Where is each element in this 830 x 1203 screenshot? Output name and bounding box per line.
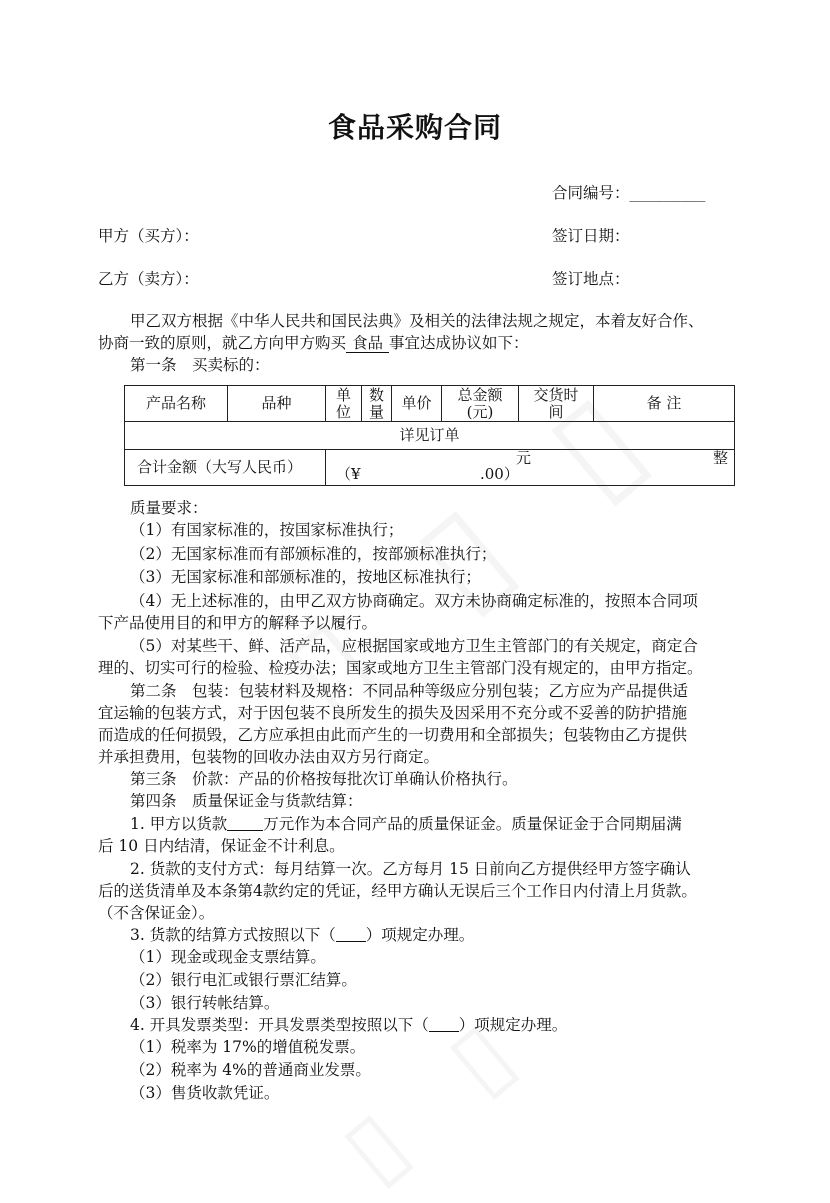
article-4-item-4-start: 4. 开具发票类型：开具发票类型按照以下（ bbox=[130, 1016, 429, 1034]
article-4-item-2-line-3: （不含保证金）。 bbox=[98, 904, 215, 922]
quality-item-3: （3）无国家标准和部颁标准的，按地区标准执行； bbox=[130, 568, 481, 586]
header-quantity: 数 量 bbox=[362, 386, 392, 422]
invoice-option-1: （1）税率为 17%的增值税发票。 bbox=[130, 1038, 366, 1056]
party-b-label: 乙方（卖方）： bbox=[98, 270, 199, 288]
invoice-option-2: （2）税率为 4%的普通商业发票。 bbox=[130, 1061, 371, 1079]
intro-line-2 bbox=[98, 332, 529, 354]
total-amount-cell bbox=[326, 450, 735, 486]
article-4-item-1-start: 1. 甲方以货款 bbox=[130, 815, 228, 833]
article-4-item-4 bbox=[130, 1014, 567, 1036]
header-delivery-time: 交货时 间 bbox=[519, 386, 594, 422]
article-4-item-2-line-2: 后的送货清单及本条第4款约定的凭证，经甲方确认无误后三个工作日内付清上月货款。 bbox=[98, 882, 697, 900]
detail-cell: 详见订单 bbox=[125, 422, 735, 450]
contract-number-field bbox=[552, 182, 705, 205]
intro-line-2-end: 事宜达成协议如下： bbox=[389, 334, 529, 352]
sign-date-label: 签订日期： bbox=[552, 227, 630, 245]
table-header-row bbox=[125, 386, 735, 422]
article-4-item-4-end: ）项规定办理。 bbox=[458, 1016, 568, 1034]
purchase-item-fill: 食品 bbox=[346, 334, 389, 353]
invoice-option-blank bbox=[429, 1015, 459, 1032]
total-zheng: 整 bbox=[712, 449, 728, 467]
settlement-option-2: （2）银行电汇或银行票汇结算。 bbox=[130, 971, 357, 989]
header-remarks: 备 注 bbox=[594, 386, 735, 422]
article-4-item-1-line-2: 后 10 日内结清，保证金不计利息。 bbox=[98, 837, 345, 855]
article-2-line-4: 并承担费用，包装物的回收办法由双方另行商定。 bbox=[98, 748, 440, 766]
article-4-item-1-end: 万元作为本合同产品的质量保证金。质量保证金于合同期届满 bbox=[263, 815, 682, 833]
header-product-name: 产品名称 bbox=[125, 386, 228, 422]
deposit-amount-blank bbox=[227, 814, 263, 831]
article-2-line-2: 宜运输的包装方式，对于因包装不良所发生的损失及因采用不充分或不妥善的防护措施 bbox=[98, 704, 688, 722]
article-4-item-1-line-1 bbox=[130, 813, 682, 835]
quality-item-5-line-2: 理的、切实可行的检验、检疫办法；国家或地方卫生主管部门没有规定的，由甲方指定。 bbox=[98, 659, 703, 677]
article-4-item-3 bbox=[130, 924, 474, 946]
invoice-option-3: （3）售货收款凭证。 bbox=[130, 1084, 280, 1102]
article-4-item-3-end: ）项规定办理。 bbox=[365, 926, 475, 944]
purchase-table bbox=[124, 385, 735, 486]
header-unit-price: 单价 bbox=[392, 386, 442, 422]
party-a-label: 甲方（买方）： bbox=[98, 227, 199, 245]
article-4-item-2-line-1: 2. 货款的支付方式：每月结算一次。乙方每月 15 日前向乙方提供经甲方签字确认 bbox=[130, 860, 691, 878]
article-2-line-3: 而造成的任何损毁，乙方应承担由此而产生的一切费用和全部损失；包装物由乙方提供 bbox=[98, 726, 688, 744]
table-total-row bbox=[125, 450, 735, 486]
intro-line-1: 甲乙双方根据《中华人民共和国民法典》及相关的法律法规之规定，本着友好合作、 bbox=[130, 312, 704, 330]
article-3: 第三条 价款：产品的价格按每批次订单确认价格执行。 bbox=[130, 770, 518, 788]
sign-place-label: 签订地点： bbox=[552, 270, 630, 288]
header-variety: 品种 bbox=[228, 386, 326, 422]
article-2-line-1: 第二条 包装：包装材料及规格：不同品种等级应分别包装；乙方应为产品提供适 bbox=[130, 682, 689, 700]
document-title: 食品采购合同 bbox=[327, 111, 502, 144]
article-4-item-3-start: 3. 货款的结算方式按照以下（ bbox=[130, 926, 336, 944]
article-4-title: 第四条 质量保证金与货款结算： bbox=[130, 792, 363, 810]
quality-item-4-line-1: （4）无上述标准的，由甲乙双方协商确定。双方未协商确定标准的，按照本合同项 bbox=[130, 592, 698, 610]
settlement-option-1: （1）现金或现金支票结算。 bbox=[130, 948, 326, 966]
total-yuan: 元 bbox=[516, 449, 532, 467]
contract-number-value: _________ bbox=[629, 186, 706, 202]
header-unit: 单 位 bbox=[326, 386, 362, 422]
total-paren-close: .00） bbox=[480, 465, 519, 483]
settlement-option-3: （3）银行转帐结算。 bbox=[130, 994, 280, 1012]
quality-item-1: （1）有国家标准的，按国家标准执行； bbox=[130, 521, 404, 539]
header-total-amount: 总金额 (元) bbox=[442, 386, 519, 422]
total-label: 合计金额（大写人民币） bbox=[125, 450, 326, 486]
article-1-title: 第一条 买卖标的： bbox=[130, 356, 270, 374]
quality-item-5-line-1: （5）对某些干、鲜、活产品，应根据国家或地方卫生主管部门的有关规定，商定合 bbox=[130, 637, 698, 655]
intro-line-2-start: 协商一致的原则，就乙方向甲方购买 bbox=[98, 334, 347, 352]
table-detail-row bbox=[125, 422, 735, 450]
contract-number-label: 合同编号： bbox=[552, 184, 630, 202]
quality-item-4-line-2: 下产品使用目的和甲方的解释予以履行。 bbox=[98, 614, 378, 632]
quality-item-2: （2）无国家标准而有部颁标准的，按部颁标准执行； bbox=[130, 545, 497, 563]
settlement-option-blank bbox=[336, 925, 366, 942]
quality-label: 质量要求： bbox=[130, 499, 208, 517]
total-paren-open: （¥ bbox=[336, 465, 361, 483]
